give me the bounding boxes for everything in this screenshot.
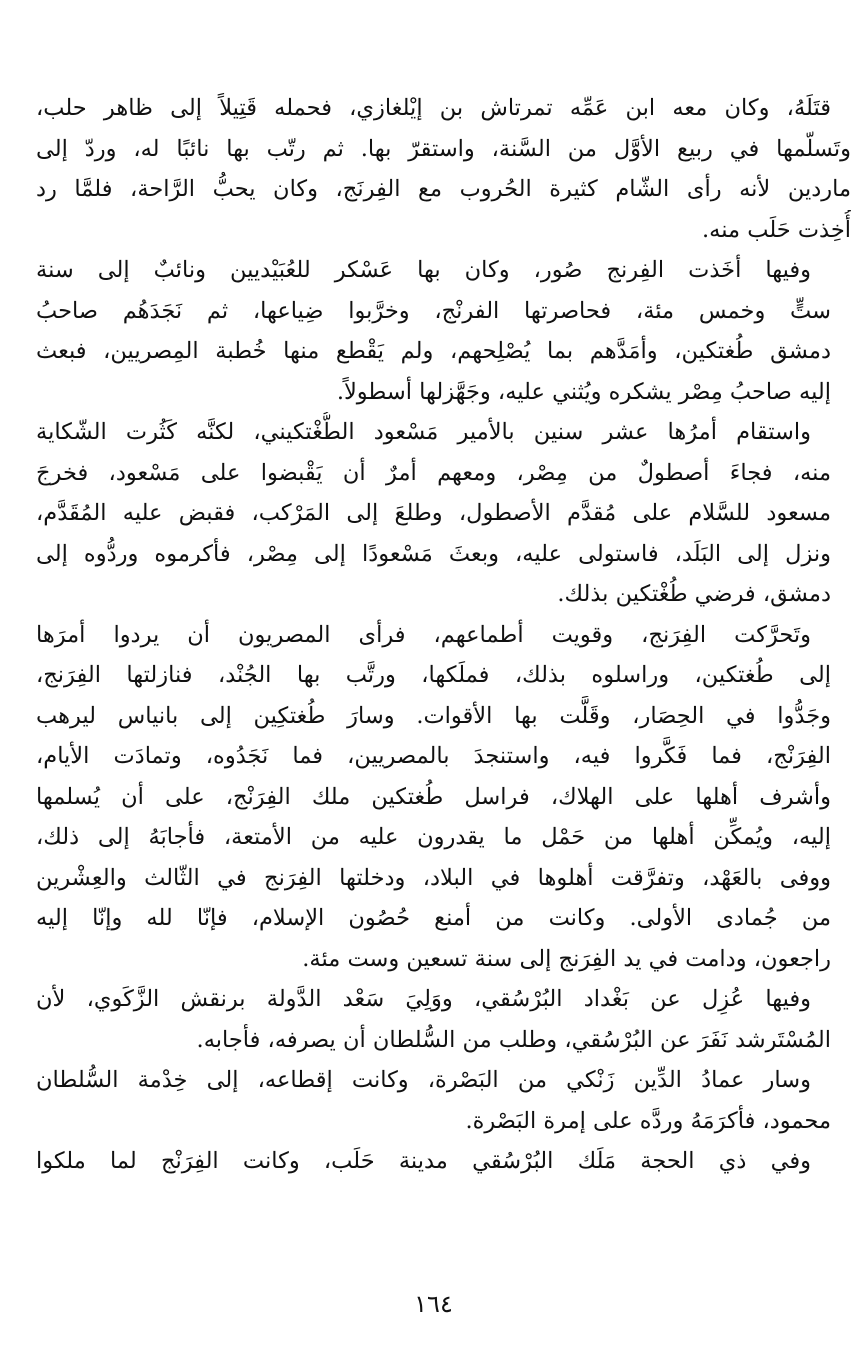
paragraph-4	[36, 615, 831, 980]
text-line: دمشق، فرضي طُغْتكين بذلك.	[557, 581, 831, 607]
paragraph-5	[36, 979, 831, 1060]
paragraph-1	[36, 88, 851, 250]
paragraph-6	[36, 1060, 831, 1141]
text-line: ووفى بالعَهْد، وتفرَّقت أهلوها في البلاد، ودخلتها الفِرَنج في الثّالث والعِشْرين	[36, 864, 831, 891]
text-line: مسعود للسَّلام على مُقدَّم الأصطول، وطلعَ إلى المَرْكب، فقبض عليه المُقَدَّم،	[36, 500, 831, 526]
text-line: ونزل إلى البَلَد، فاستولى عليه، وبعثَ مَسْعودًا إلى مِصْر، فأكرموه وردُّوه إلى	[36, 540, 831, 567]
text-line: واستقام أمرُها عشر سنين بالأمير مَسْعود الطُّغْتكيني، لكنَّه كَثُرت الشّكاية	[36, 419, 811, 445]
text-line: راجعون، ودامت في يد الفِرَنج إلى سنة تسعين وست مئة.	[302, 945, 831, 972]
text-line: وأشرف أهلها على الهلاك، فراسل طُغتكين ملك الفِرَنْج، على أن يُسلمها	[36, 783, 831, 810]
text-line: إليه، ويُمكِّن أهلها من حَمْل ما يقدرون عليه من الأمتعة، فأجابَهُ إلى ذلك،	[36, 824, 831, 850]
page-body	[36, 88, 851, 1182]
text-line: وفيها عُزِل عن بَغْداد البُرْسُقي، ووَلِيَ سَعْد الدَّولة برنقش الزَّكَوي، لأن	[36, 986, 811, 1012]
page-number: ١٦٤	[414, 1290, 453, 1318]
text-line: الفِرَنْج، فما فَكَّروا فيه، واستنجدَ بالمصريين، فما نَجَدُوه، وتمادَت الأيام،	[36, 743, 831, 769]
text-line: وجَدُّوا في الحِصَار، وقَلَّت بها الأقوات. وسارَ طُغتكِين إلى بانياس ليرهب	[36, 702, 831, 729]
text-line: من جُمادى الأولى. وكانت من أمنع حُصُون الإسلام، فإنّا لله وإنّا إليه	[36, 905, 831, 931]
text-line: أُخِذت حَلَب منه.	[702, 216, 851, 243]
text-line: دمشق طُغتكين، وأمَدَّهم بما يُصْلِحهم، ولم يَقْطع منها خُطبة المِصريين، فبعث	[36, 338, 831, 364]
text-line: وتَحرَّكت الفِرَنج، وقويت أطماعهم، فرأى المصريون أن يردوا أمرَها	[36, 621, 811, 648]
text-line: ماردين لأنه رأى الشّام كثيرة الحُروب مع الفِرنَج، وكان يحبُّ الرَّاحة، فلمَّا رد	[36, 176, 851, 202]
text-line: وفيها أخَذت الفِرنج صُور، وكان بها عَسْكر للعُبَيْديين ونائبٌ إلى سنة	[36, 257, 811, 283]
text-line: محمود، فأكرَمَهُ وردَّه على إمرة البَصْرة.	[465, 1107, 831, 1134]
text-line: إلى طُغتكين، وراسلوه بذلك، فملَكها، ورتَّب بها الجُنْد، فنازلتها الفِرَنج،	[36, 662, 831, 688]
text-line: منه، فجاءَ أصطولٌ من مِصْر، ومعهم أمرٌ أن يَقْبضوا على مَسْعود، فخرجَ	[36, 459, 831, 486]
text-line: وفي ذي الحجة مَلَك البُرْسُقي مدينة حَلَب، وكانت الفِرَنْج لما ملكوا	[36, 1148, 811, 1174]
paragraph-7	[36, 1141, 831, 1182]
paragraph-2	[36, 250, 831, 412]
text-line: إليه صاحبُ مِصْر يشكره ويُثني عليه، وجَهَّزلها أسطولاً.	[336, 378, 831, 405]
text-line: المُسْتَرشد نَفَرَ عن البُرْسُقي، وطلب من السُّلطان أن يصرفه، فأجابه.	[196, 1026, 831, 1053]
text-line: قتَلَهُ، وكان معه ابن عَمِّه تمرتاش بن إيْلغازي، فحمله قَتِيلاً إلى ظاهر حلب،	[36, 95, 831, 121]
paragraph-3	[36, 412, 831, 615]
text-line: وسار عمادُ الدِّين زَنْكي من البَصْرة، وكانت إقطاعه، إلى خِدْمة السُّلطان	[36, 1067, 811, 1093]
text-line: وتَسلّمها في ربيع الأوَّل من السَّنة، واستقرّ بها. ثم رتّب بها نائبًا له، وردّ إلى	[36, 135, 851, 162]
text-line: ستٍّ وخمس مئة، فحاصرتها الفرنْج، وخرَّبوا ضِياعها، ثم نَجَدَهُم صاحبُ	[36, 297, 831, 324]
